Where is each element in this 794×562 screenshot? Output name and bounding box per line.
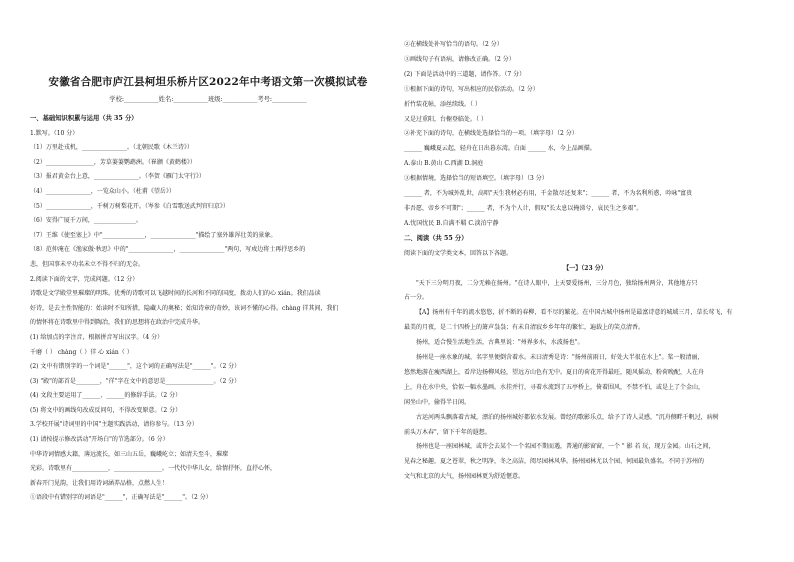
left-text-line: (4) 文段主要运用了______、______的修辞手法。（2 分） bbox=[30, 392, 182, 400]
right-text-line: 扬州是一座水象的城，名字里便倒含着水。未曰清秀是诗："扬州前雨日，好处大半很在水上"。桨一般清丽， bbox=[416, 354, 704, 362]
left-text-line: （5）_______________，千树万树梨花开。（岑参《白雪歌送武判官归京》） bbox=[30, 202, 229, 210]
left-text-line: （3）报君黄金台上意，_______________。（李贺《雁门太守行》） bbox=[30, 173, 205, 181]
right-text-line: ①根据下面的诗句，写出相应的民俗活动。（2 分） bbox=[404, 85, 539, 93]
left-text-line: 中华诗词情感大籍，薄远流长，如三山五岳，巍峨屹立；如清夫至斗，璀璨 bbox=[30, 450, 229, 458]
left-text-line: 一、基础知识积累与运用（共 35 分） bbox=[30, 115, 138, 122]
right-text-line: "天下三分明月夜，二分无赖在扬州。"在诗人眼中，上天要爱扬州，三分月色，独给扬州两分，其他地方只 bbox=[416, 279, 698, 287]
right-text-line: 最美的月夜，是二十四桥上的箫声袅袅；有未自清寂乡乡年年的繁忙，遍载上的笑点清香。 bbox=[404, 324, 645, 332]
right-text-line: 阅读下面的文学类文本，回答以下各题。 bbox=[404, 249, 513, 257]
right-text-line: 折竹装花帖，添丝续线。（ ） bbox=[404, 100, 481, 108]
left-text-line: （1）万里赴戎机，_______________。（北朝民歌《木兰诗》） bbox=[30, 144, 193, 152]
right-text-line: 文气和北京的大气，扬州园林更为舒适惬意。 bbox=[404, 473, 525, 481]
right-text-line: 占一分。 bbox=[404, 294, 429, 302]
left-text-line: 光彩。诗歌里有____________，________________。一代代中华儿女，给情抒怀，直抒心怀， bbox=[30, 465, 277, 473]
left-text-line: 悲，但国事未平功名未立不得不归的无奈。 bbox=[30, 260, 145, 268]
left-text-line: 新春开门见韵，让我们用诗词涵养品格，点燃人生！ bbox=[30, 479, 169, 487]
right-text-line: ②补充下面的诗句，在横线处选择恰当的一项。（填字母）（2 分） bbox=[404, 130, 578, 138]
left-text-line: ①语段中有错别字的词语是"______"，正确写法是"______"。（2 分） bbox=[30, 494, 212, 502]
left-text-line: （7）王维《使至塞上》中"______________，_______________"描绘了塞外雄浑壮美的景象。 bbox=[30, 231, 277, 239]
left-text-line: 好诗，是去主性智能的：始读时不知所措，隐藏人的奥秘；始知诗章的奇妙，该词不懂的心得。chàng 徉其间，我们 bbox=[30, 304, 339, 312]
left-text-line: (3) "殿"的部首是________，"徉"字在文中的意思是________________。（2 分） bbox=[30, 377, 241, 385]
right-text-line: ______ 巍峨夏云起，轻舟在日出暮东湾。白面 ______ 水，今上品画描。 bbox=[404, 145, 596, 153]
right-text-line: (2) 下面是活动中的三道题，请作答。（7 分） bbox=[404, 70, 526, 78]
right-text-line: 【一】（23 分） bbox=[563, 264, 607, 272]
right-text-line: 古运河两头飘落着古城，漂泊的扬州城好都依水发展。曾经的歌影乐点，给予了诗人灵感，"沉舟侧畔千帆过，病树 bbox=[416, 413, 719, 421]
left-text-line: 2.阅读下面的文字，完成问题。（12 分） bbox=[30, 275, 139, 283]
right-text-line: ③画线句子有语病，请修改正确。（2 分） bbox=[404, 55, 515, 63]
right-text-line: ______ 者，不为城外乱世，高唱"天生我材必有用，千金散尽还复来"；______ 者，不为名利所惑，吟咏"富贵 bbox=[404, 190, 693, 198]
left-text-line: （2）________________，芳草萋萋鹦鹉洲。（崔颢《黄鹤楼》） bbox=[30, 158, 196, 166]
left-text-line: 千磨（ ） chàng（ ）徉 心 xián（ ） bbox=[30, 348, 133, 356]
right-text-line: ②在横线处补写恰当的语句。（2 分） bbox=[404, 41, 503, 48]
left-text-line: (5) 将文中的画线句改成反问句，不得改变原意。（2 分） bbox=[30, 406, 182, 414]
right-text-line: 闲坐山中，偷得半日闲。 bbox=[404, 398, 471, 406]
right-text-line: 扬州也是一座园林城，或许会去某个一个名园不期而遇，普通的影窗窗，一个 " 影 若 玩，现万金园。山石之间， bbox=[416, 443, 715, 451]
left-text-line: 3.学校开展"诗词里的中国"主题实践活动，请你参与。（13 分） bbox=[30, 421, 198, 429]
right-text-line: A.泰山 B.黄山 C.西湖 D.洞庭 bbox=[404, 160, 484, 168]
right-text-line: 悠然地游在瘦西湖上，看岸边扬柳风轻，望远方山色有无中。夏日的荷花开得最旺，随风摇动，粉荷晚配，人在舟 bbox=[404, 368, 705, 376]
right-column bbox=[404, 38, 766, 485]
left-text-line: 的情怀将在诗歌里中得到陶冶，我们的思想将在政治中完成升华。 bbox=[30, 319, 205, 327]
exam-title: 安徽省合肥市庐江县柯坦乐桥片区2022年中考语文第一次模拟试卷 bbox=[48, 76, 368, 88]
left-text-line: （6）安得广厦千万间，______________。 bbox=[30, 217, 142, 225]
right-text-line: 又是过重阳，台榭登临处。（ ） bbox=[404, 115, 487, 123]
right-text-line: A.忧国忧民 B.自满不羁 C.淡泊宁静 bbox=[404, 219, 499, 227]
right-text-line: 非吾愿，帝乡不可期"；______ 者，不为个人计，假叹"长太息以掩涕兮，哀民生之多艰"。 bbox=[404, 204, 643, 212]
right-text-line: 前头万木春"，留下千年的遐想。 bbox=[404, 428, 491, 436]
right-text-line: 扬州，适合慢生活地生活，古典里说："州界多水，水波扬也"。 bbox=[416, 339, 584, 347]
left-text-line: （8）范仲淹在《渔家傲·秋思》中的"_______________，_______________"两句，写戍边将士再抒思乡的 bbox=[30, 246, 306, 254]
left-text-line: (1) 请按提示修改活动"开场白"的节选部分。（6 分） bbox=[30, 436, 169, 444]
right-text-line: ③根据情境，选择恰当的短语填空。（填字母）（3 分） bbox=[404, 175, 548, 183]
left-text-line: 诗歌是文学殿堂里璀璨的明珠。优秀的诗歌可以飞越时间的长河和不同的国度，拨动人们的心 xián。我们品读 bbox=[30, 290, 321, 298]
left-text-line: 1.默写。（10 分） bbox=[30, 129, 79, 137]
right-text-line: 二、阅读（共 55 分） bbox=[404, 234, 468, 242]
left-text-line: （4）_______________，一览众山小。（杜甫《望岳》） bbox=[30, 187, 175, 195]
left-column bbox=[30, 112, 386, 506]
student-info-line: 学校:___________姓名:___________班级:___________考号:___________ bbox=[109, 96, 307, 103]
right-text-line: 见春之秘趣，夏之苍翠，秋之明净，冬之高洁，阅尽园林风华。扬州园林尤以个园、何园最负盛名。不同于苏州的 bbox=[404, 458, 705, 466]
right-text-line: 【A】扬州有千年的流水悠悠，折不断的春柳，看不尽的繁花。在中国古城中扬州是最富诗意的城域三月，草长莺飞，有 bbox=[416, 309, 733, 317]
right-text-line: 上，舟在水中央，恰似一幅水墨画。水挂并行，寻着水流到了五亭桥上，倚着围风，不禁不怕，或是上了个金山， bbox=[404, 383, 705, 391]
left-text-line: (2) 文中有错别字的一个词是"______"，这个词的正确写法是"______"。（2 分） bbox=[30, 363, 241, 371]
left-text-line: (1) 给加点的字注音，根据拼音写出汉字。（4 分） bbox=[30, 333, 164, 341]
